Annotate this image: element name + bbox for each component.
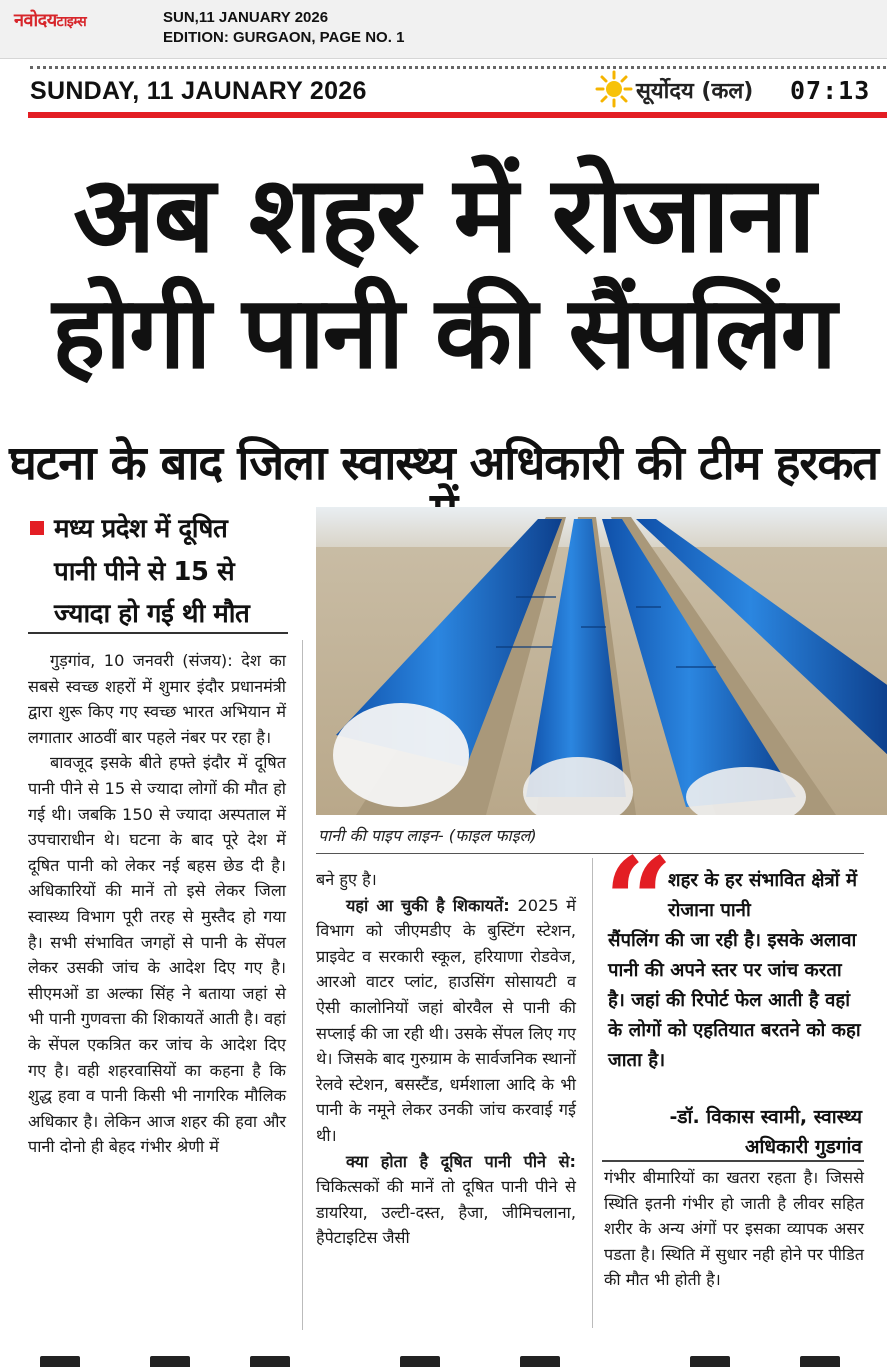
article-column-2	[316, 867, 576, 1251]
logo-sub: टाइम्स	[56, 14, 87, 30]
sunrise-time: 07:13	[790, 76, 871, 105]
paragraph	[316, 1149, 576, 1251]
quote-author	[600, 1102, 862, 1162]
newspaper-logo[interactable]	[14, 8, 86, 32]
paragraph: बने हुए है।	[316, 870, 377, 889]
paragraph-text: 2025 में विभाग को जीएमडीए के बुस्टिंग स्टेशन, प्राइवेट व सरकारी स्कूल, हरियाणा रोडवेज, आरओ वाटर प्लांट, हाउसिंग सोसायटी व ऐसी कालोनियों जहां बोरवैल से पानी की सप्लाई की जा रही थी। उसके सेंपल लिए गए थे। जिसके बाद गुरुग्राम के सार्वजनिक स्थानों रेलवे स्टेशन, बसस्टैंड, धर्मशाला आदि के भी पानी के नमूने लेकर उनकी जांच करवाई गई थी।	[316, 895, 576, 1145]
article-column-3	[604, 1165, 864, 1293]
quote-author-line-1: -डॉ. विकास स्वामी, स्वास्थ्य	[669, 1106, 862, 1128]
paragraph-text: चिकित्सकों की मानें तो दूषित पानी पीने से डायरिया, उल्टी-दस्त, हैजा, जीमिचलाना, हैपेटाइटिस जैसी	[316, 1177, 576, 1248]
pull-heading-line-2: पानी पीने से 15 से	[54, 557, 235, 587]
pull-heading-rule	[28, 632, 288, 634]
caption-rule	[316, 853, 864, 854]
sun-icon	[595, 70, 633, 108]
quote-line-start: शहर के हर संभावित क्षेत्रों में रोजाना पानी	[668, 870, 858, 921]
pipeline-photo	[316, 507, 887, 815]
logo-main: नवोदय	[14, 10, 57, 31]
quote-author-line-2: अधिकारी गुडगांव	[745, 1136, 862, 1158]
edition-date: SUN,11 JANUARY 2026	[163, 9, 329, 26]
sunrise-label: सूर्योदय (कल)	[636, 79, 754, 104]
pull-heading-line-3: ज्यादा हो गई थी मौत	[54, 599, 250, 629]
article-column-1	[28, 648, 286, 1160]
next-article-cropped	[0, 1350, 887, 1367]
edition-header	[0, 0, 887, 59]
subheadline: घटना के बाद जिला स्वास्थ्य अधिकारी की टीम हरकत	[9, 436, 878, 491]
paragraph	[316, 893, 576, 1149]
paragraph: गुड़गांव, 10 जनवरी (संजय): देश का सबसे स्वच्छ शहरों में शुमार इंदौर प्रधानमंत्री द्वारा शुरू किए गए स्वच्छ भारत अभियान में लगातार आठवीं बार पहले नंबर पर रहा है।	[28, 651, 286, 747]
quote-rule	[602, 1160, 864, 1162]
pull-heading-line-1: मध्य प्रदेश में दूषित	[54, 514, 228, 544]
edition-info: EDITION: GURGAON, PAGE NO. 1	[163, 29, 405, 46]
photo-caption: पानी की पाइप लाइन- (फाइल फाइल)	[318, 826, 537, 845]
column-separator	[592, 858, 593, 1328]
quote-text	[608, 866, 863, 1076]
paragraph: गंभीर बीमारियों का खतरा रहता है। जिससे स्थिति इतनी गंभीर हो जाती है लीवर सहित शरीर के अन्य अंगों पर इसका व्यापक असर पडता है। स्थिति में सुधार नही होने पर पीडित की मौत भी होती है।	[604, 1168, 864, 1290]
headline-line-1: अब शहर में रोजाना	[73, 154, 814, 277]
subheading-complaints: यहां आ चुकी है शिकायतें:	[346, 895, 510, 915]
quote-mark-icon: “	[604, 831, 674, 972]
subheading-contaminated-water: क्या होता है दूषित पानी पीने से:	[346, 1151, 576, 1171]
masthead-date: SUNDAY, 11 JAUNARY 2026	[30, 77, 367, 105]
dotted-divider	[30, 66, 886, 69]
paragraph: बावजूद इसके बीते हफ्ते इंदौर में दूषित पानी पीने से 15 से ज्यादा लोगों की मौत हो गई थी। जबकि 150 से ज्यादा अस्पताल में उपचाराधीन थे। घटना के बाद पूरे देश में दूषित पानी को लेकर नई बहस छेड दी है। अधिकारियों की मानें तो इसे लेकर जिला स्वास्थ्य विभाग पूरी तरह से मुस्तैद हो गया है। सभी संभावित जगहों से पानी के सेंपल लेकर उसकी जांच के आदेश दिए गए है। सीएमओं डा अल्का सिंह ने बताया जहां से भी पानी गुणवत्ता की शिकायतें आती है। वहां के सेंपल एकत्रित कर जांच के आदेश दिए गए है। वही शहरवासियों का कहना है कि शुद्ध हवा व पानी किसी भी नागरिक मौलिक अधिकार है। लेकिन आज शहर की हवा और पानी दोनो ही बेहद गंभीर श्रेणी में	[28, 753, 286, 1157]
column-separator	[302, 640, 303, 1330]
headline-line-2: होगी पानी की सैंपलिंग	[52, 274, 835, 391]
quote-line-rest: सैंपलिंग की जा रही है। इसके अलावा पानी की अपने स्तर पर जांच करता है। जहां की रिपोर्ट फेल आती है वहां के लोगों को एहतियात बरतने को कहा जाता है।	[608, 930, 861, 1071]
pull-bullet-icon	[30, 521, 44, 535]
masthead-red-rule	[28, 112, 887, 118]
